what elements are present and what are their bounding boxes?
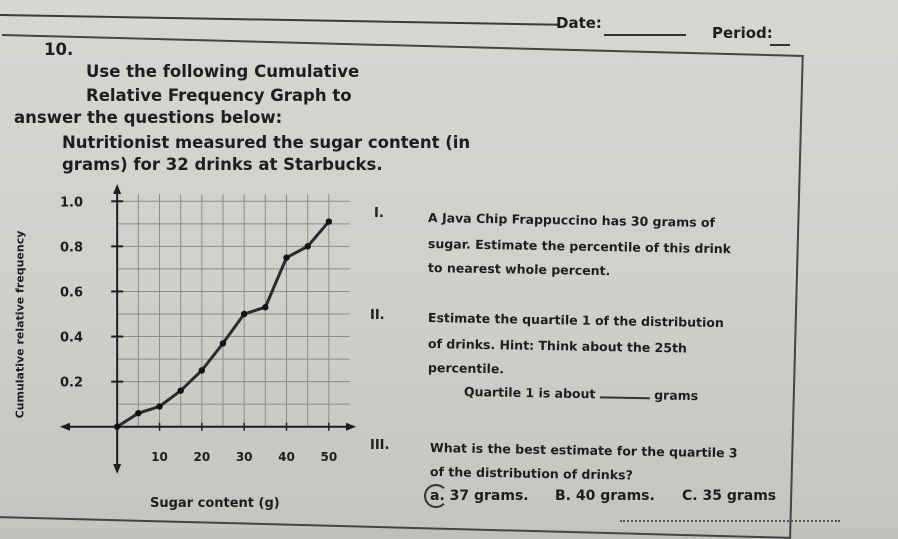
y-tick-label: 0.2 — [60, 375, 84, 391]
date-blank[interactable] — [604, 34, 686, 36]
question-line: grams) for 32 drinks at Starbucks. — [62, 155, 383, 174]
y-tick-label: 0.4 — [60, 330, 84, 346]
choice-a[interactable]: a. 37 grams. — [430, 488, 529, 504]
period-label: Period: — [712, 24, 773, 42]
question-line: Nutritionist measured the sugar content (in — [62, 133, 471, 152]
part-iii-line: of the distribution of drinks? — [429, 464, 633, 483]
part-ii-line: of drinks. Hint: Think about the 25th — [427, 336, 688, 356]
y-axis-down-arrow — [113, 464, 121, 474]
choice-c[interactable]: C. 35 grams — [682, 488, 777, 504]
data-point — [114, 424, 120, 430]
part-ii-line: Estimate the quartile 1 of the distribution — [427, 310, 724, 331]
top-rule — [0, 14, 560, 26]
part-iii-numeral: III. — [370, 438, 390, 453]
y-tick-label: 1.0 — [60, 195, 84, 211]
answer-suffix: grams — [654, 387, 699, 404]
data-point — [262, 304, 268, 310]
x-axis-left-arrow — [60, 423, 70, 431]
choice-b[interactable]: B. 40 grams. — [555, 488, 655, 504]
y-tick-label: 0.8 — [60, 240, 84, 256]
y-tick-label: 0.6 — [60, 285, 84, 301]
data-point — [326, 218, 332, 224]
data-point — [220, 340, 226, 346]
data-point — [283, 254, 289, 260]
y-axis-arrow — [113, 184, 121, 194]
data-point — [241, 311, 247, 317]
answer-prefix: Quartile 1 is about — [463, 384, 596, 402]
question-line: answer the questions below: — [14, 108, 283, 127]
data-point — [199, 367, 205, 373]
x-tick-label: 40 — [278, 450, 295, 464]
question-line: Relative Frequency Graph to — [86, 86, 352, 105]
x-axis-arrow — [346, 423, 356, 431]
part-ii-numeral: II. — [370, 308, 385, 323]
faded-text-scribble — [620, 520, 840, 527]
x-tick-label: 30 — [235, 450, 253, 464]
x-tick-label: 10 — [151, 450, 168, 464]
x-tick-label: 20 — [193, 450, 211, 464]
x-tick-label: 50 — [320, 450, 338, 464]
part-i-numeral: I. — [374, 206, 384, 221]
part-i-line: to nearest whole percent. — [427, 260, 611, 279]
quartile-1-blank[interactable] — [600, 396, 650, 399]
x-axis-label: Sugar content (g) — [150, 496, 280, 511]
data-point — [177, 387, 183, 393]
data-point — [135, 410, 141, 416]
period-blank[interactable] — [770, 44, 790, 46]
y-axis-label: Cumulative relative frequency — [13, 230, 27, 419]
part-iii-line: What is the best estimate for the quartile 3 — [429, 440, 738, 461]
question-line: Use the following Cumulative — [86, 62, 360, 81]
data-point — [304, 243, 310, 249]
part-i-line: sugar. Estimate the percentile of this drink — [427, 236, 732, 257]
part-ii-line: percentile. — [427, 360, 505, 377]
data-point — [156, 403, 162, 409]
ogive-chart — [0, 180, 370, 529]
date-label: Date: — [556, 14, 602, 32]
part-i-line: A Java Chip Frappuccino has 30 grams of — [427, 210, 716, 231]
chart-plot — [0, 180, 370, 500]
question-number: 10. — [44, 40, 74, 59]
